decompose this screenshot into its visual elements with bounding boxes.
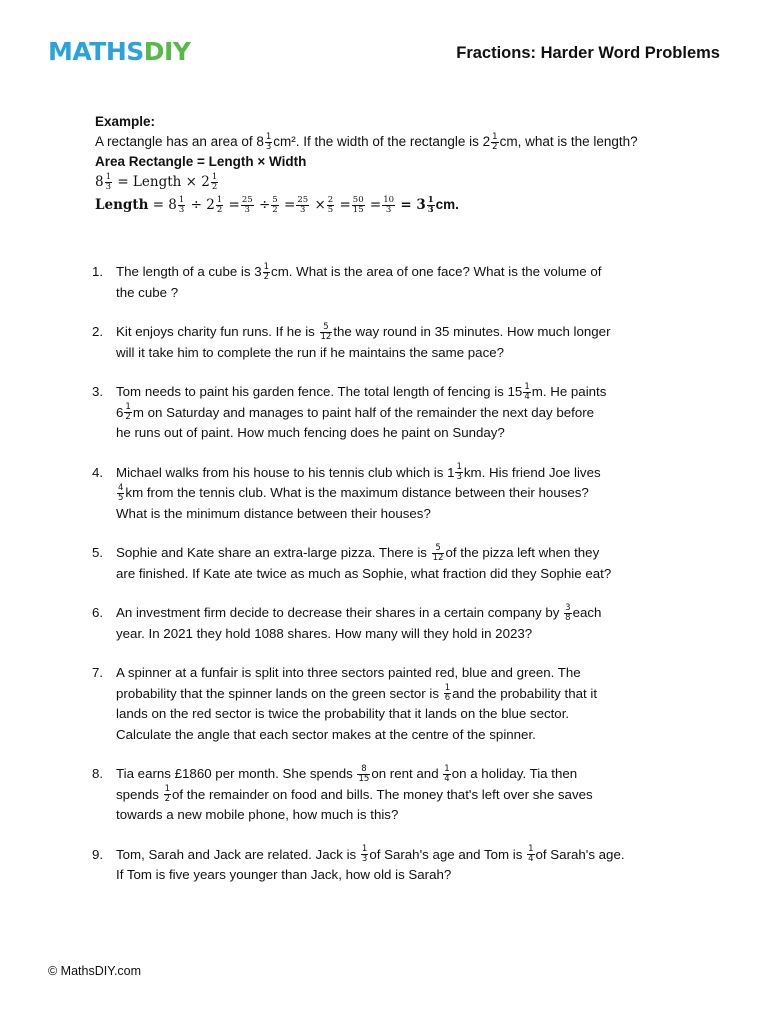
fraction: $\frac{25}{3}$: [297, 195, 309, 215]
fraction: $\frac{1}{2}$: [164, 784, 170, 805]
fraction: $\frac{1}{3}$: [105, 172, 112, 192]
fraction: $\frac{1}{3}$: [361, 844, 368, 865]
mathsdiy-logo: MATHSDIY: [48, 37, 191, 66]
question-1: 1. The length of a cube is 3 $\frac{1}{2}$ cm. What is the area of one face? What is the volume of the cube ?: [92, 261, 602, 300]
fraction: $\frac{1}{3}$: [427, 195, 434, 215]
fraction: $\frac{1}{3}$: [456, 462, 462, 483]
fraction: $\frac{1}{6}$: [444, 683, 451, 704]
question-5: 5. Sophie and Kate share an extra-large pizza. There is $\frac{5}{12}$ of the pizza left when they are finished. If Kate ate twice as much as Sophie, what fraction did they Sophie eat?: [92, 542, 612, 581]
example-problem: A rectangle has an area of 8 $\frac{1}{3}$ cm². If the width of the rectangle is 2 $\frac{1}{2}$ cm, what is the length?: [95, 131, 638, 152]
fraction: $\frac{5}{12}$: [432, 542, 444, 563]
fraction: $\frac{1}{2}$: [263, 261, 270, 282]
fraction: $\frac{1}{2}$: [211, 172, 218, 192]
fraction: $\frac{5}{12}$: [320, 321, 332, 342]
question-2: 2. Kit enjoys charity fun runs. If he is $\frac{5}{12}$ the way round in 35 minutes. How much longer will it take him to complete the run if he maintains the same pace?: [92, 321, 611, 360]
fraction: $\frac{8}{15}$: [358, 763, 370, 784]
fraction: $\frac{10}{3}$: [383, 195, 395, 215]
question-8: 8. Tia earns £1860 per month. She spends $\frac{8}{15}$ on rent and $\frac{1}{4}$ on a holiday. Tia then spends $\frac{1}{2}$ of the remainder on food and bills. The money that's left over she saves towards a new mobile phone, how much is this?: [92, 763, 593, 822]
example-heading: Example:: [95, 114, 156, 129]
example-section: [95, 112, 725, 215]
fraction: $\frac{1}{4}$: [444, 763, 450, 784]
fraction: $\frac{1}{2}$: [492, 131, 498, 152]
fraction: $\frac{4}{5}$: [118, 482, 124, 503]
question-7: 7. A spinner at a funfair is split into three sectors painted red, blue and green. The probability that the spinner lands on the green sector is $\frac{1}{6}$ and the probability that it lands on the red sector is twice the probability that it lands on the blue sector. Calculate the angle that each sector makes at the centre of the spinner.: [92, 665, 598, 742]
question-6: 6. An investment firm decide to decrease their shares in a certain company by $\frac{3}{8}$ each year. In 2021 they hold 1088 shares. How many will they hold in 2023?: [92, 602, 602, 641]
fraction: $\frac{1}{3}$: [265, 131, 272, 152]
area-formula: Area Rectangle = Length × Width: [95, 154, 307, 169]
fraction: $\frac{5}{2}$: [272, 195, 278, 215]
fraction: $\frac{1}{2}$: [216, 195, 223, 215]
example-step-1: 8 $\frac{1}{3}$ = Length × 2 $\frac{1}{2}$: [95, 172, 218, 192]
question-3: 3. Tom needs to paint his garden fence. The total length of fencing is 15 $\frac{1}{4}$ m. He paints 6 $\frac{1}{2}$ m on Saturday and manages to paint half of the remainder the next day before he runs out of paint. How much fencing does he paint on Sunday?: [92, 381, 607, 440]
fraction: $\frac{1}{4}$: [524, 381, 530, 402]
fraction: $\frac{1}{3}$: [178, 195, 185, 215]
question-4: 4. Michael walks from his house to his tennis club which is 1 $\frac{1}{3}$ km. His friend Joe lives $\frac{4}{5}$ km from the tennis club. What is the maximum distance between their houses? What is the minimum distance between their houses?: [92, 462, 601, 521]
fraction: $\frac{1}{2}$: [125, 402, 131, 423]
worksheet-title: Fractions: Harder Word Problems: [456, 44, 720, 62]
example-step-2: Length = 8 $\frac{1}{3}$ ÷ 2 $\frac{1}{2}$ = $\frac{25}{3}$ ÷ $\frac{5}{2}$ = $\frac{25}{3}$ × $\frac{2}{5}$ = $\frac{50}{15}$ = $\frac{10}{3}$ = 3 $\frac{1}{3}$ cm.: [95, 195, 459, 215]
fraction: $\frac{1}{4}$: [528, 844, 534, 865]
copyright-footer: © MathsDIY.com: [48, 964, 142, 978]
fraction: $\frac{50}{15}$: [352, 195, 364, 215]
fraction: $\frac{3}{8}$: [565, 602, 571, 623]
question-9: 9. Tom, Sarah and Jack are related. Jack is $\frac{1}{3}$ of Sarah's age and Tom is $\frac{1}{4}$ of Sarah's age. If Tom is five years younger than Jack, how old is Sarah?: [92, 844, 625, 882]
fraction: $\frac{2}{5}$: [327, 195, 334, 215]
question-list: [92, 262, 652, 905]
fraction: $\frac{25}{3}$: [241, 195, 253, 215]
